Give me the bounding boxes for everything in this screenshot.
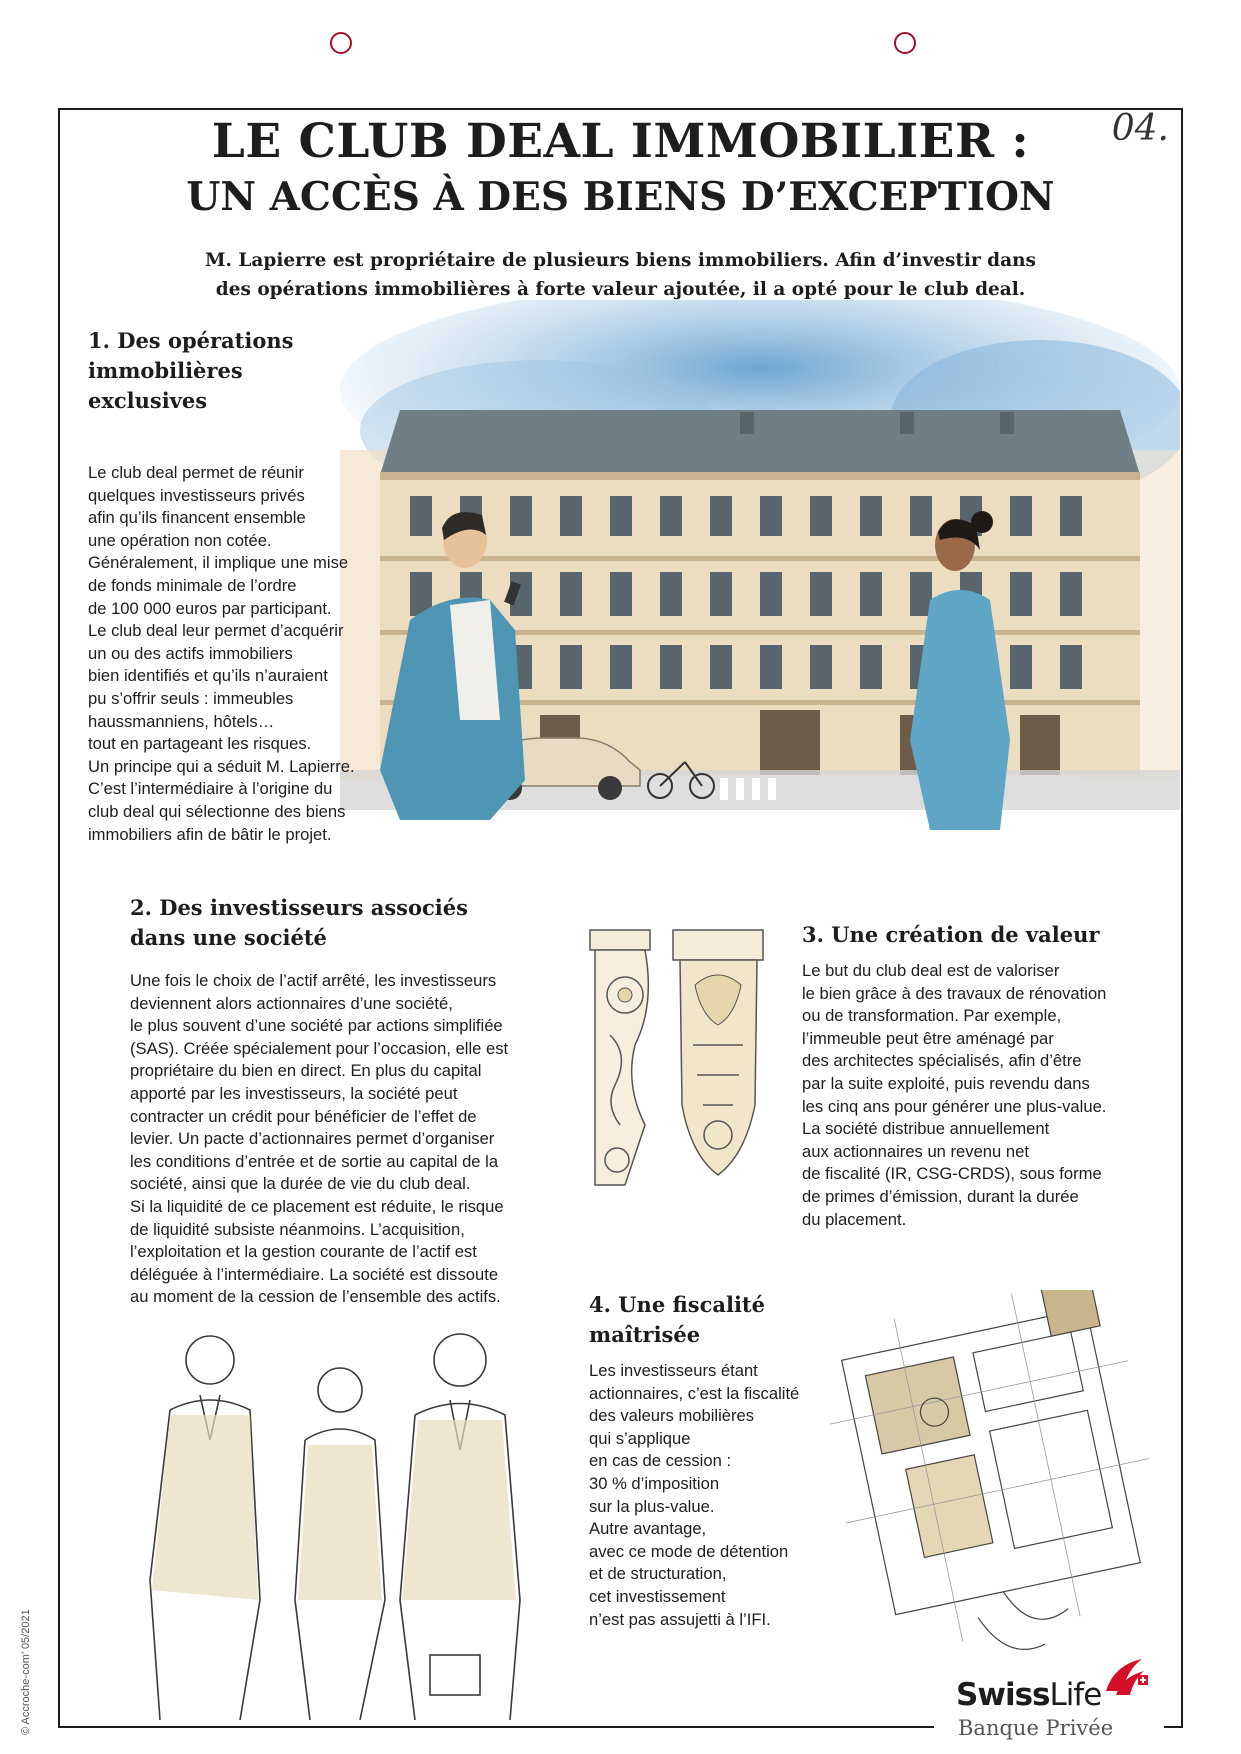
business-people-illustration [130,1300,550,1720]
text-line: en cas de cession : [589,1451,732,1471]
text-line: C’est l’intermédiaire à l’origine du [88,779,333,799]
heading-line: exclusives [88,388,208,413]
text-line: club deal qui sélectionne des biens [88,801,346,821]
text-line: de fonds minimale de l’ordre [88,575,297,595]
text-line: Autre avantage, [589,1519,707,1539]
text-line: de 100 000 euros par participant. [88,598,332,618]
text-line: Le club deal leur permet d’acquérir [88,621,344,641]
text-line: afin qu’ils financent ensemble [88,508,306,528]
page-title-line1: LE CLUB DEAL IMMOBILIER : [211,114,1030,169]
text-line: du placement. [802,1209,907,1229]
heading-line: 3. Une création de valeur [802,922,1100,947]
text-line: immobiliers afin de bâtir le projet. [88,824,332,844]
text-line: Un principe qui a séduit M. Lapierre. [88,756,355,776]
swisslife-flag-icon [1102,1655,1150,1699]
text-line: ou de transformation. Par exemple, [802,1006,1062,1026]
floor-plan-illustration [830,1290,1170,1670]
intro-text [60,246,1181,304]
text-line: de liquidité subsiste néanmoins. L’acquisition, [130,1219,465,1239]
heading-line: 2. Des investisseurs associés [130,895,468,920]
text-line: Le but du club deal est de valoriser [802,961,1060,980]
section4-text [589,1360,799,1631]
text-line: un ou des actifs immobiliers [88,643,293,663]
brand-logo-bold: Swiss [956,1677,1050,1713]
text-line: société, ainsi que la durée de vie du club deal. [130,1174,471,1194]
section3-heading [802,920,1099,950]
heading-line: 1. Des opérations [88,328,294,353]
intro-line: des opérations immobilières à forte valeur ajoutée, il a opté pour le club deal. [215,279,1026,300]
brand-logo-rest: Life [1049,1677,1102,1713]
text-line: Le club deal permet de réunir [88,463,304,482]
text-line: quelques investisseurs privés [88,485,305,505]
text-line: cet investissement [589,1586,726,1606]
section3-text [802,960,1106,1231]
text-line: La société distribue annuellement [802,1119,1050,1139]
building-illustration [340,300,1180,860]
text-line: actionnaires, c’est la fiscalité [589,1383,800,1403]
text-line: bien identifiés et qu’ils n’auraient [88,666,328,686]
section2-heading [130,893,468,953]
page-number: 04. [1111,108,1169,149]
text-line: Les investisseurs étant [589,1361,758,1380]
text-line: Une fois le choix de l’actif arrêté, les investisseurs [130,971,497,990]
text-line: deviennent alors actionnaires d’une société, [130,993,453,1013]
corbel-illustration [585,925,775,1195]
text-line: de fiscalité (IR, CSG-CRDS), sous forme [802,1164,1102,1184]
text-line: apporté par les investisseurs, la société peut [130,1083,458,1103]
text-line: le plus souvent d’une société par actions simplifiée [130,1016,503,1036]
text-line: le bien grâce à des travaux de rénovation [802,983,1107,1003]
text-line: des architectes spécialisés, afin d’être [802,1051,1082,1071]
text-line: de primes d’émission, durant la durée [802,1186,1079,1206]
text-line: Généralement, il implique une mise [88,553,349,573]
text-line: les cinq ans pour générer une plus-value. [802,1096,1107,1116]
intro-line: M. Lapierre est propriétaire de plusieurs biens immobiliers. Afin d’investir dans [205,250,1036,271]
text-line: haussmanniens, hôtels… [88,711,275,731]
section1-text [88,462,355,846]
copyright-credit: © Accroche-com’ 05/2021 [20,1609,32,1735]
text-line: tout en partageant les risques. [88,734,312,754]
text-line: et de structuration, [589,1564,727,1584]
text-line: avec ce mode de détention [589,1541,789,1561]
text-line: propriétaire du bien en direct. En plus du capital [130,1061,482,1081]
text-line: par la suite exploité, puis revendu dans [802,1073,1090,1093]
frame-bottom-line-right [1164,1726,1183,1728]
text-line: sur la plus-value. [589,1496,715,1516]
section4-heading [589,1290,765,1350]
text-line: au moment de la cession de l’ensemble des actifs. [130,1287,501,1307]
heading-line: maîtrisée [589,1322,701,1347]
text-line: pu s’offrir seuls : immeubles [88,688,294,708]
text-line: Si la liquidité de ce placement est réduite, le risque [130,1196,504,1216]
text-line: (SAS). Créée spécialement pour l’occasion, elle est [130,1038,509,1058]
text-line: contracter un crédit pour bénéficier de l’effet de [130,1106,477,1126]
text-line: 30 % d’imposition [589,1473,720,1493]
binder-hole-left [330,32,352,54]
text-line: l’immeuble peut être aménagé par [802,1028,1054,1048]
heading-line: 4. Une fiscalité [589,1292,765,1317]
text-line: des valeurs mobilières [589,1406,755,1426]
text-line: qui s’applique [589,1428,691,1448]
page-title-line2: UN ACCÈS À DES BIENS D’EXCEPTION [186,174,1055,220]
text-line: aux actionnaires un revenu net [802,1141,1029,1161]
binder-hole-right [894,32,916,54]
section1-heading [88,326,293,416]
heading-line: immobilières [88,358,243,383]
section2-text [130,970,508,1309]
text-line: une opération non cotée. [88,530,272,550]
text-line: l’exploitation et la gestion courante de l’actif est [130,1242,477,1262]
brand-logo [956,1677,1101,1713]
heading-line: dans une société [130,925,327,950]
text-line: levier. Un pacte d’actionnaires permet d’organiser [130,1129,495,1149]
brand-subtitle: Banque Privée [958,1716,1114,1740]
frame-bottom-line [58,1726,934,1728]
text-line: déléguée à l’intermédiaire. La société est dissoute [130,1264,499,1284]
text-line: n’est pas assujetti à l’IFI. [589,1609,771,1629]
text-line: les conditions d’entrée et de sortie au capital de la [130,1151,499,1171]
